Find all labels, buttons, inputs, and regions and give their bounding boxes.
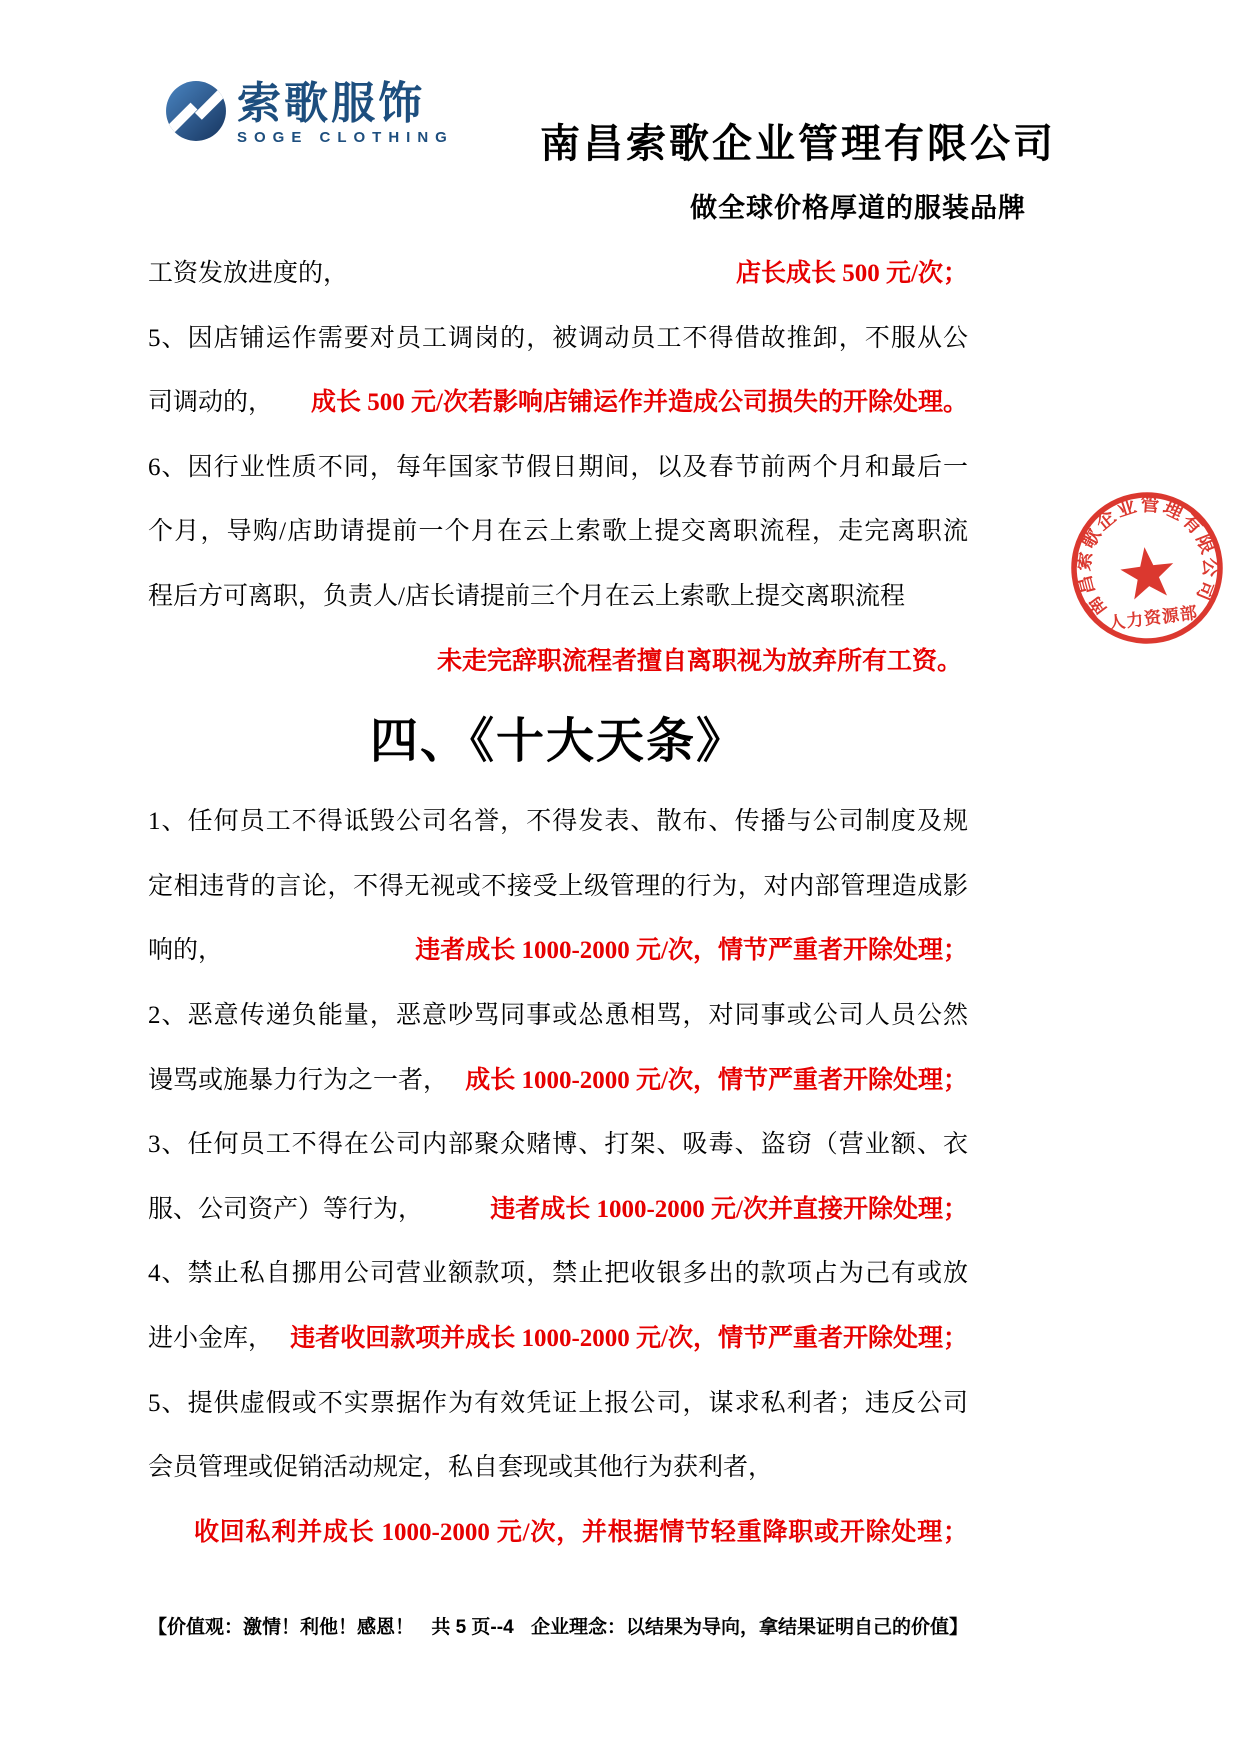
text-line: [148, 1501, 968, 1566]
footer-page-number: 共 5 页--4: [431, 1617, 514, 1638]
text-line: [148, 500, 968, 565]
text-line: [148, 565, 968, 630]
logo-cn-text: 索歌服饰: [237, 79, 425, 128]
rule-text: 个月，导购/店助请提前一个月在云上索歌上提交离职流程，走完离职流: [148, 518, 968, 546]
company-title: 南昌索歌企业管理有限公司: [540, 122, 1056, 166]
text-line: [148, 1372, 968, 1437]
rule-text: 5、因店铺运作需要对员工调岗的，被调动员工不得借故推卸，不服从公: [148, 324, 968, 352]
text-line: [148, 984, 968, 1049]
rule-text: 进小金库，: [148, 1324, 274, 1352]
company-slogan: 做全球价格厚道的服装品牌: [690, 193, 1026, 223]
text-line: [148, 1178, 968, 1243]
rule-text: 2、恶意传递负能量，恶意吵骂同事或怂恿相骂，对同事或公司人员公然: [148, 1001, 968, 1029]
rule-text: 1、任何员工不得诋毁公司名誉，不得发表、散布、传播与公司制度及规: [148, 808, 968, 836]
page-footer: [148, 1612, 968, 1639]
logo-en-text: SOGE CLOTHING: [237, 129, 454, 146]
stamp-department-text: 人力资源部: [1107, 603, 1199, 634]
footer-philosophy: 企业理念：以结果为导向，拿结果证明自己的价值】: [530, 1617, 968, 1638]
text-line: [148, 242, 968, 307]
penalty-text: 违者收回款项并成长 1000-2000 元/次，情节严重者开除处理；: [290, 1324, 968, 1352]
penalty-text: 成长 500 元/次若影响店铺运作并造成公司损失的开除处理。: [311, 389, 968, 417]
stamp-star-icon: [1118, 544, 1177, 601]
penalty-text: 店长成长 500 元/次；: [736, 260, 968, 287]
text-line: [148, 371, 968, 436]
document-body: [148, 242, 968, 1565]
penalty-text: 收回私利并成长 1000-2000 元/次，并根据情节轻重降职或开除处理；: [194, 1518, 968, 1546]
penalty-text: 违者成长 1000-2000 元/次并直接开除处理；: [490, 1195, 968, 1223]
rule-text: 6、因行业性质不同，每年国家节假日期间，以及春节前两个月和最后一: [148, 453, 968, 481]
rule-text: 4、禁止私自挪用公司营业额款项，禁止把收银多出的款项占为己有或放: [148, 1260, 968, 1288]
text-line: [148, 919, 968, 984]
penalty-text: 成长 1000-2000 元/次，情节严重者开除处理；: [465, 1066, 968, 1094]
rule-text: 5、提供虚假或不实票据作为有效凭证上报公司，谋求私利者；违反公司: [148, 1389, 968, 1417]
rule-text: 程后方可离职，负责人/店长请提前三个月在云上索歌上提交离职流程: [148, 582, 905, 610]
logo-icon: [165, 80, 227, 142]
penalty-text: 违者成长 1000-2000 元/次，情节严重者开除处理；: [415, 937, 968, 965]
text-line: [148, 790, 968, 855]
text-line: [148, 436, 968, 501]
text-line: [148, 630, 968, 695]
text-line: [148, 1307, 968, 1372]
rule-text: 工资发放进度的，: [148, 260, 349, 287]
rule-text: 3、任何员工不得在公司内部聚众赌博、打架、吸毒、盗窃（营业额、衣: [148, 1131, 968, 1159]
rule-text: 服、公司资产）等行为，: [148, 1195, 424, 1223]
rule-text: 会员管理或促销活动规定，私自套现或其他行为获利者，: [148, 1454, 774, 1482]
logo-text: [237, 80, 454, 146]
text-line: [148, 1113, 968, 1178]
text-line: [148, 1049, 968, 1114]
company-logo: [165, 80, 454, 146]
text-line: [148, 307, 968, 372]
rule-text: 响的，: [148, 937, 224, 965]
rule-text: 司调动的，: [148, 389, 274, 417]
text-line: [148, 1242, 968, 1307]
text-line: [148, 1436, 968, 1501]
penalty-text: 未走完辞职流程者擅自离职视为放弃所有工资。: [436, 647, 962, 675]
text-line: [148, 855, 968, 920]
stamp-ring-text: 南昌索歌企业管理有限公司: [1073, 494, 1221, 620]
company-seal-stamp: [1062, 483, 1232, 653]
rule-text: 谩骂或施暴力行为之一者，: [148, 1066, 449, 1094]
footer-values: 【价值观：激情！利他！感恩！: [148, 1617, 415, 1638]
section-title: 四、《十大天条》: [369, 715, 746, 769]
rule-text: 定相违背的言论，不得无视或不接受上级管理的行为，对内部管理造成影: [148, 872, 968, 900]
